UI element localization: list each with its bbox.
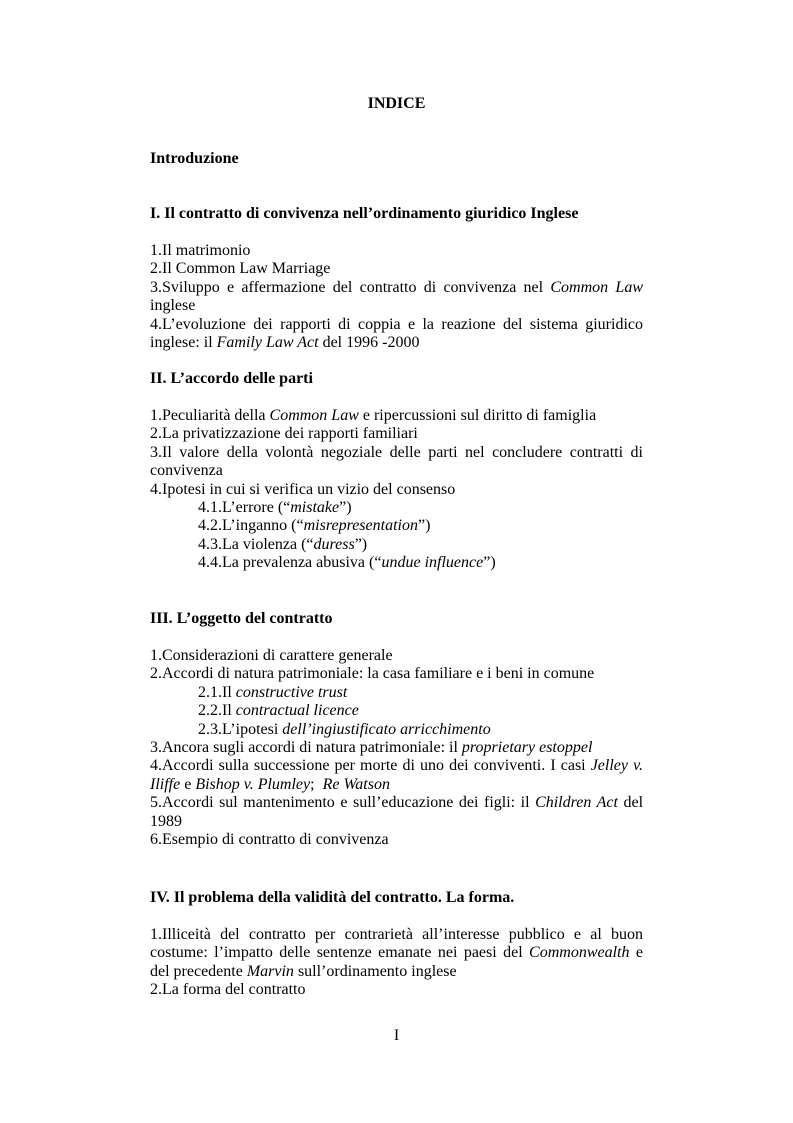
toc-item-continued: 1989 — [150, 812, 182, 830]
chapter-2-heading: II. L’accordo delle parti — [150, 370, 313, 387]
page-title: INDICE — [367, 95, 426, 112]
toc-item: 2.La forma del contratto — [150, 981, 306, 999]
toc-item: 6.Esempio di contratto di convivenza — [150, 831, 389, 849]
toc-subitem: 2.1.Il constructive trust — [198, 683, 348, 701]
toc-subitem: 4.3.La violenza (“duress”) — [198, 535, 368, 553]
toc-item: 2.Accordi di natura patrimoniale: la casa familiare e i beni in comune — [150, 665, 595, 683]
toc-subitem: 4.2.L’inganno (“misrepresentation”) — [198, 517, 431, 535]
toc-subitem: 2.2.Il contractual licence — [198, 702, 359, 720]
toc-subitem: 2.3.L’ipotesi dell’ingiustificato arricchimento — [198, 720, 491, 738]
chapter-1-heading: I. Il contratto di convivenza nell’ordinamento giuridico Inglese — [150, 205, 579, 222]
toc-item-continued: del precedente Marvin sull’ordinamento inglese — [150, 962, 457, 980]
chapter-4-items — [150, 926, 643, 1000]
toc-item: 1.Peculiarità della Common Law e ripercussioni sul diritto di famiglia — [150, 407, 597, 424]
toc-item-continued: inglese — [150, 297, 196, 315]
page-number: I — [393, 1027, 400, 1044]
toc-item: 4.Ipotesi in cui si verifica un vizio del consenso — [150, 480, 456, 498]
chapter-3-items — [150, 647, 643, 849]
toc-item: 5.Accordi sul mantenimento e sull’educazione dei figli: il Children Act del — [150, 794, 644, 812]
toc-item: 3.Sviluppo e affermazione del contratto di convivenza nel Common Law — [150, 278, 643, 296]
toc-item-continued: Iliffe e Bishop v. Plumley; Re Watson — [150, 775, 390, 793]
chapter-1-items — [150, 242, 643, 352]
toc-introduction: Introduzione — [150, 150, 239, 167]
chapter-2-items — [150, 407, 643, 573]
toc-item: 3.Ancora sugli accordi di natura patrimoniale: il proprietary estoppel — [150, 739, 593, 757]
toc-item: 2.La privatizzazione dei rapporti familiari — [150, 425, 418, 443]
toc-item: 3.Il valore della volontà negoziale delle parti nel concludere contratti di — [150, 443, 643, 461]
toc-subitem: 4.4.La prevalenza abusiva (“undue influence”) — [198, 554, 496, 572]
toc-item: 1.Considerazioni di carattere generale — [150, 647, 393, 664]
toc-item: 1.Il matrimonio — [150, 242, 251, 259]
toc-item: 2.Il Common Law Marriage — [150, 260, 331, 278]
toc-item: 1.Illiceità del contratto per contrarietà all’interesse pubblico e al buon — [150, 926, 643, 943]
toc-item-continued: costume: l’impatto delle sentenze emanate nei paesi del Commonwealth e — [150, 944, 643, 962]
toc-item: 4.Accordi sulla successione per morte di uno dei conviventi. I casi Jelley v. — [150, 757, 643, 775]
toc-item-continued: inglese: il Family Law Act del 1996 -2000 — [150, 334, 420, 352]
toc-item: 4.L’evoluzione dei rapporti di coppia e la reazione del sistema giuridico — [150, 315, 643, 333]
chapter-4-heading: IV. Il problema della validità del contratto. La forma. — [150, 889, 515, 906]
toc-item-continued: convivenza — [150, 462, 223, 480]
chapter-3-heading: III. L’oggetto del contratto — [150, 610, 333, 627]
toc-subitem: 4.1.L’errore (“mistake”) — [198, 499, 352, 517]
